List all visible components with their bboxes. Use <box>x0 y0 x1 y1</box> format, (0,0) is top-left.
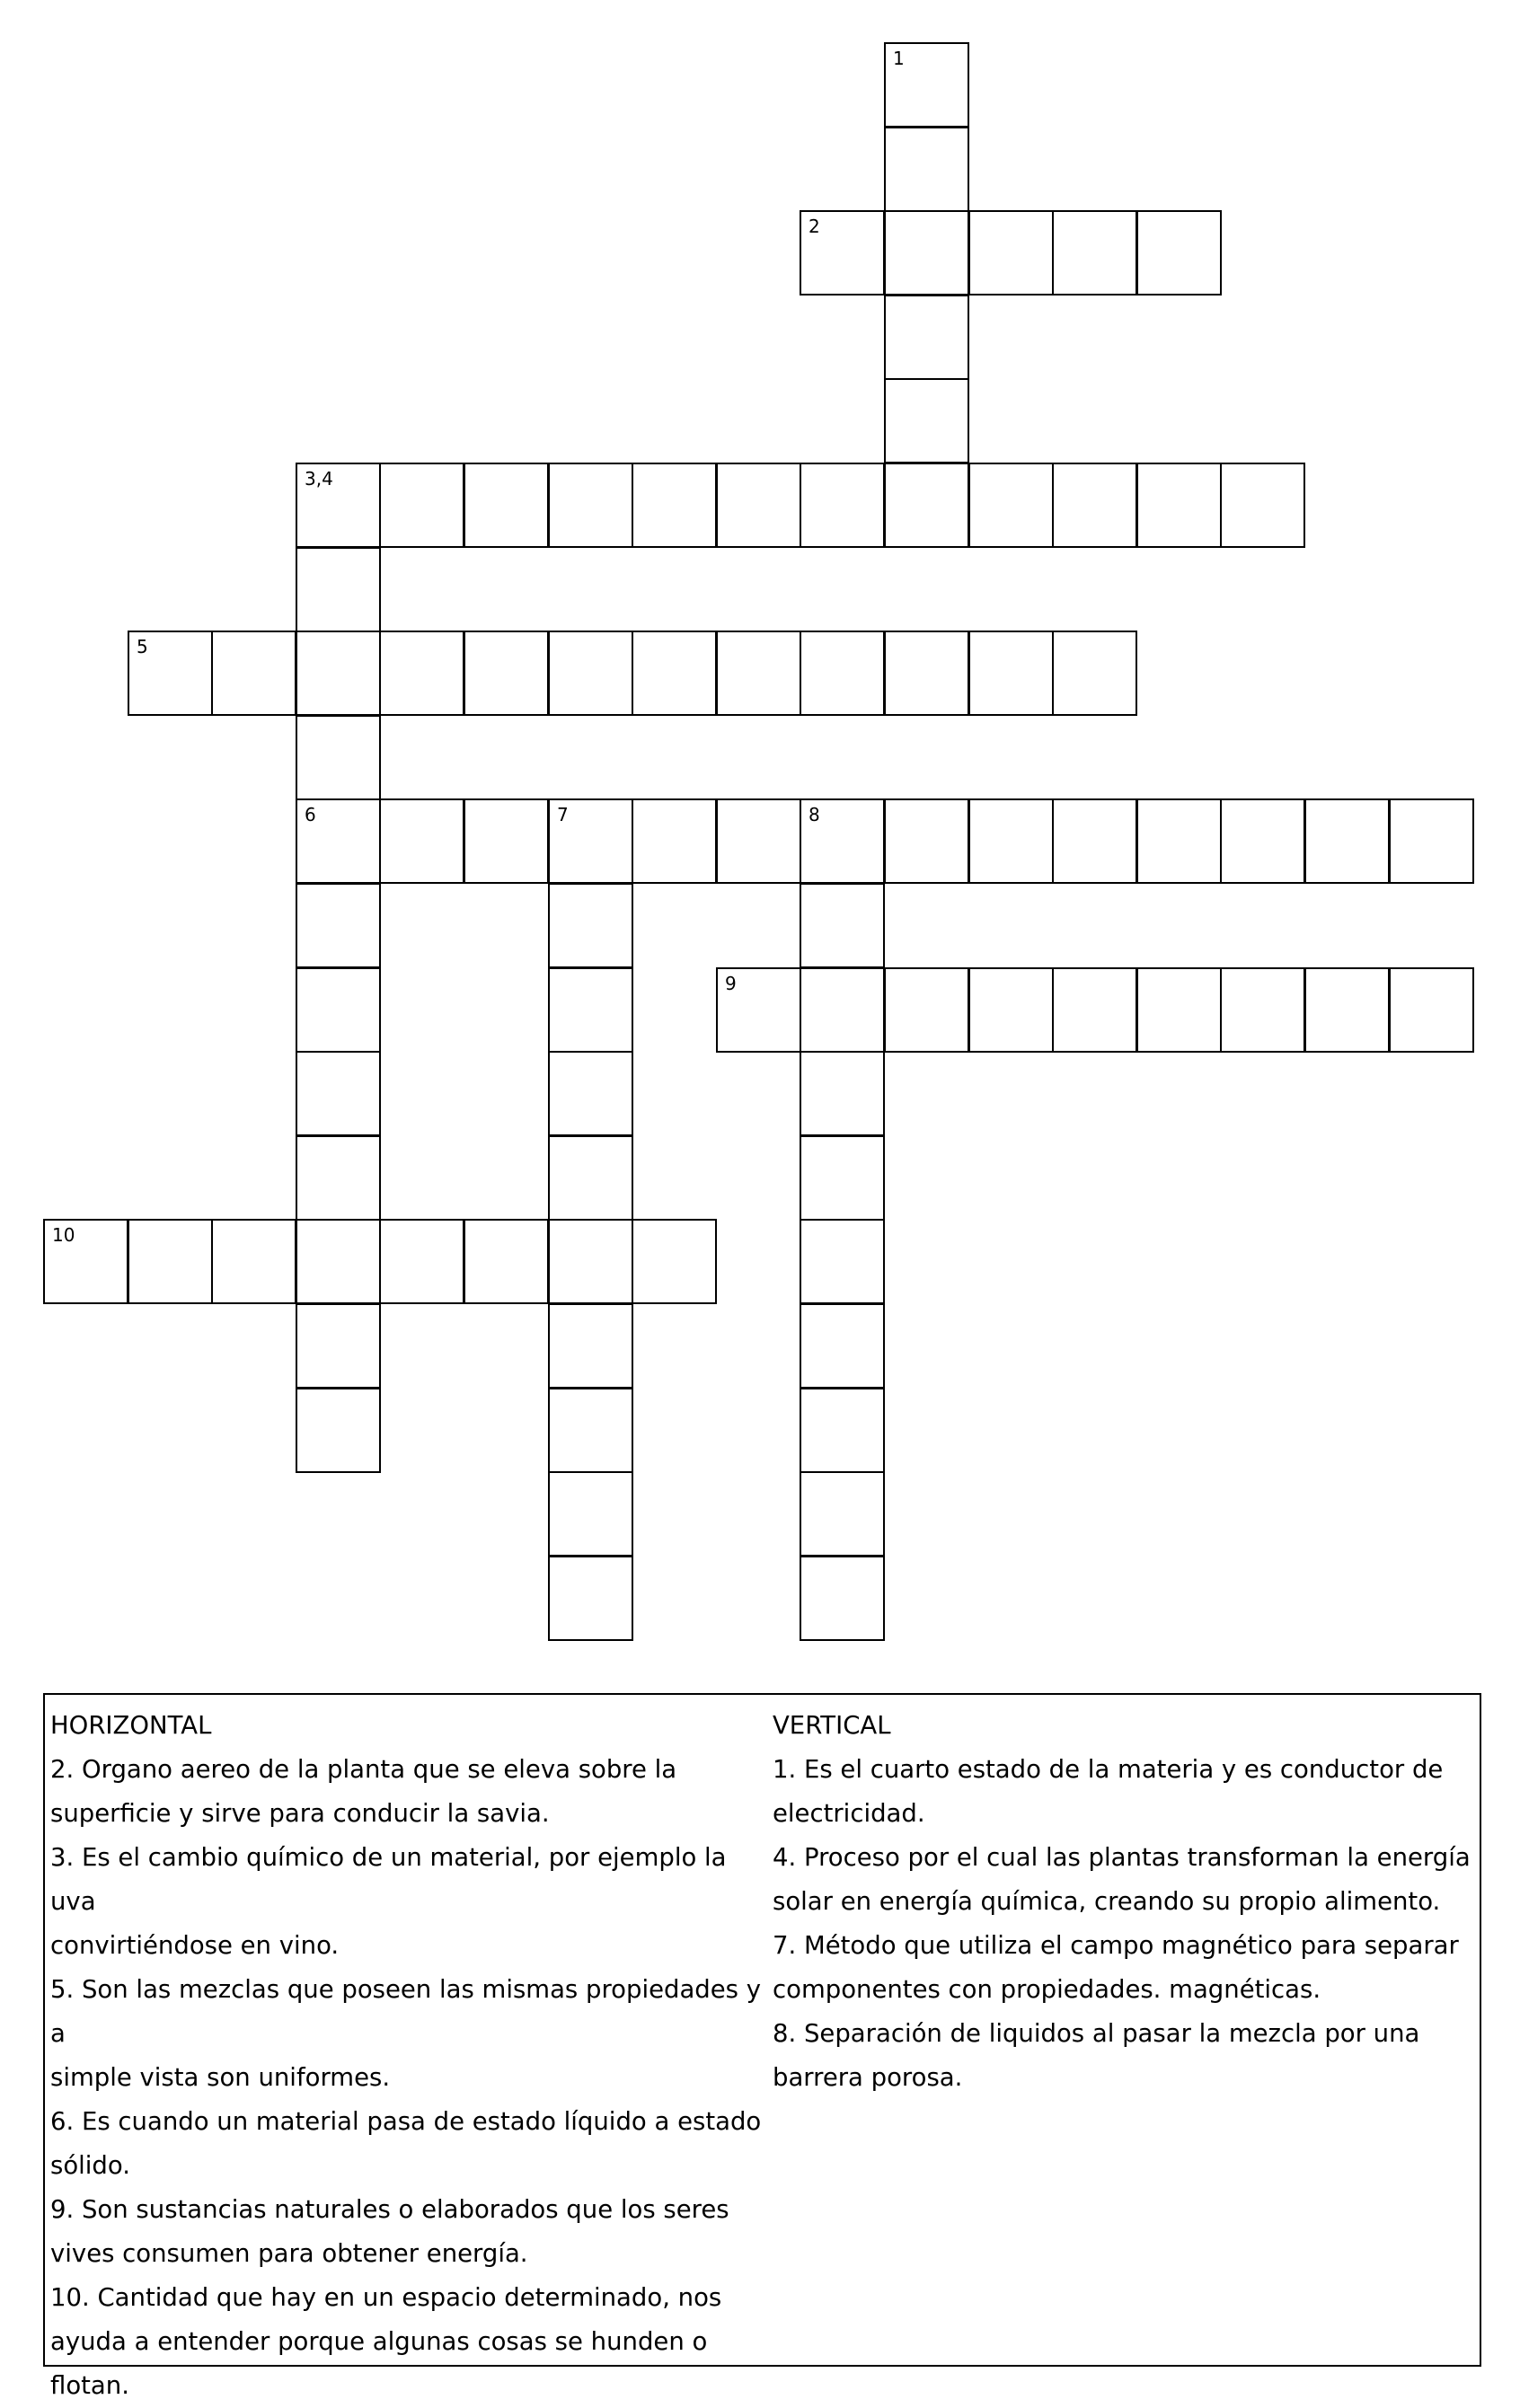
clue-line: 5. Son las mezclas que poseen las mismas propiedades y a <box>50 1975 762 2048</box>
clue-line: electricidad. <box>773 1799 925 1828</box>
crossword-cell[interactable] <box>800 798 885 884</box>
clue-number: 6 <box>305 804 316 825</box>
horizontal-heading: HORIZONTAL <box>50 1711 212 1740</box>
clue-number: 3,4 <box>305 468 333 490</box>
crossword-cell[interactable] <box>1220 967 1305 1053</box>
crossword-cell[interactable] <box>884 127 969 212</box>
crossword-cell[interactable] <box>1220 798 1305 884</box>
crossword-cell[interactable] <box>800 1388 885 1473</box>
clue-line: vives consumen para obtener energía. <box>50 2239 528 2268</box>
crossword-cell[interactable] <box>211 631 296 716</box>
clue-number: 9 <box>725 973 737 994</box>
crossword-cell[interactable] <box>379 631 464 716</box>
crossword-cell[interactable] <box>548 1388 633 1473</box>
crossword-cell[interactable] <box>632 798 717 884</box>
crossword-cell[interactable] <box>296 1303 381 1389</box>
clue-line: componentes con propiedades. magnéticas. <box>773 1975 1321 2004</box>
crossword-cell[interactable] <box>128 1219 213 1304</box>
crossword-cell[interactable] <box>632 1219 717 1304</box>
clue-line: 6. Es cuando un material pasa de estado líquido a estado <box>50 2107 762 2136</box>
crossword-cell[interactable] <box>884 463 969 548</box>
crossword-cell[interactable] <box>548 1556 633 1641</box>
crossword-cell[interactable] <box>800 1051 885 1136</box>
crossword-cell[interactable] <box>548 1303 633 1389</box>
crossword-cell[interactable] <box>296 547 381 632</box>
crossword-cell[interactable] <box>548 883 633 968</box>
crossword-cell[interactable] <box>800 210 885 295</box>
crossword-cell[interactable] <box>1220 463 1305 548</box>
crossword-cell[interactable] <box>716 631 801 716</box>
clue-line: superficie y sirve para conducir la savia. <box>50 1799 550 1828</box>
crossword-cell[interactable] <box>1052 631 1137 716</box>
crossword-cell[interactable] <box>296 967 381 1053</box>
crossword-cell[interactable] <box>464 1219 549 1304</box>
crossword-cell[interactable] <box>464 631 549 716</box>
clue-line: ayuda a entender porque algunas cosas se hunden o <box>50 2327 708 2356</box>
clue-line: solar en energía química, creando su propio alimento. <box>773 1887 1441 1916</box>
crossword-cell[interactable] <box>296 1388 381 1473</box>
crossword-cell[interactable] <box>1136 967 1222 1053</box>
clue-number: 2 <box>809 216 820 237</box>
crossword-cell[interactable] <box>1052 463 1137 548</box>
vertical-clues <box>773 1704 1473 2100</box>
crossword-cell[interactable] <box>1304 967 1390 1053</box>
crossword-cell[interactable] <box>800 1471 885 1557</box>
crossword-cell[interactable] <box>296 463 381 548</box>
crossword-cell[interactable] <box>800 1303 885 1389</box>
clue-line: 2. Organo aereo de la planta que se eleva sobre la <box>50 1755 677 1784</box>
crossword-cell[interactable] <box>800 463 885 548</box>
clue-number: 10 <box>52 1224 75 1246</box>
clue-line: 10. Cantidad que hay en un espacio determinado, nos <box>50 2283 722 2312</box>
crossword-cell[interactable] <box>884 210 969 295</box>
crossword-cell[interactable] <box>968 798 1054 884</box>
crossword-cell[interactable] <box>800 1556 885 1641</box>
crossword-cell[interactable] <box>211 1219 296 1304</box>
crossword-cell[interactable] <box>800 1135 885 1221</box>
crossword-cell[interactable] <box>296 798 381 884</box>
crossword-cell[interactable] <box>464 798 549 884</box>
clue-line: sólido. <box>50 2151 130 2180</box>
clues-box <box>43 1693 1481 2400</box>
crossword-cell[interactable] <box>884 631 969 716</box>
crossword-cell[interactable] <box>548 798 633 884</box>
clue-line: 4. Proceso por el cual las plantas transforman la energía <box>773 1843 1471 1872</box>
crossword-cell[interactable] <box>548 631 633 716</box>
crossword-cell[interactable] <box>968 210 1054 295</box>
clue-number: 8 <box>809 804 820 825</box>
clue-number: 7 <box>557 804 569 825</box>
crossword-cell[interactable] <box>548 1051 633 1136</box>
crossword-cell[interactable] <box>43 1219 128 1304</box>
crossword-cell[interactable] <box>296 1135 381 1221</box>
crossword-cell[interactable] <box>632 631 717 716</box>
crossword-cell[interactable] <box>1136 798 1222 884</box>
crossword-cell[interactable] <box>548 1471 633 1557</box>
crossword-cell[interactable] <box>1052 967 1137 1053</box>
crossword-cell[interactable] <box>548 1219 633 1304</box>
crossword-cell[interactable] <box>968 463 1054 548</box>
crossword-cell[interactable] <box>464 463 549 548</box>
clue-line: 3. Es el cambio químico de un material, por ejemplo la uva <box>50 1843 727 1916</box>
crossword-cell[interactable] <box>968 631 1054 716</box>
crossword-cell[interactable] <box>1052 210 1137 295</box>
crossword-cell[interactable] <box>296 1051 381 1136</box>
crossword-cell[interactable] <box>296 1219 381 1304</box>
crossword-cell[interactable] <box>1136 210 1222 295</box>
clue-line: 8. Separación de liquidos al pasar la mezcla por una <box>773 2019 1420 2048</box>
crossword-cell[interactable] <box>884 967 969 1053</box>
clue-line: 9. Son sustancias naturales o elaborados que los seres <box>50 2195 729 2224</box>
crossword-cell[interactable] <box>1052 798 1137 884</box>
clue-number: 5 <box>137 636 148 657</box>
crossword-cell[interactable] <box>884 378 969 463</box>
crossword-cell[interactable] <box>1389 798 1474 884</box>
crossword-cell[interactable] <box>379 1219 464 1304</box>
horizontal-clues <box>50 1704 769 2408</box>
crossword-cell[interactable] <box>548 1135 633 1221</box>
crossword-cell[interactable] <box>968 967 1054 1053</box>
clue-line: convirtiéndose en vino. <box>50 1931 340 1960</box>
crossword-cell[interactable] <box>296 715 381 800</box>
crossword-cell[interactable] <box>632 463 717 548</box>
crossword-cell[interactable] <box>1304 798 1390 884</box>
clue-number: 1 <box>893 48 905 69</box>
crossword-cell[interactable] <box>379 463 464 548</box>
crossword-cell[interactable] <box>296 631 381 716</box>
crossword-cell[interactable] <box>884 42 969 128</box>
crossword-cell[interactable] <box>800 1219 885 1304</box>
crossword-cell[interactable] <box>884 295 969 380</box>
crossword-cell[interactable] <box>800 631 885 716</box>
crossword-cell[interactable] <box>716 967 801 1053</box>
crossword-cell[interactable] <box>296 883 381 968</box>
clue-line: barrera porosa. <box>773 2063 963 2092</box>
clue-line: 7. Método que utiliza el campo magnético para separar <box>773 1931 1459 1960</box>
clue-line: 1. Es el cuarto estado de la materia y es conductor de <box>773 1755 1444 1784</box>
crossword-cell[interactable] <box>716 798 801 884</box>
crossword-cell[interactable] <box>379 798 464 884</box>
crossword-cell[interactable] <box>800 883 885 968</box>
clue-line: flotan. <box>50 2371 129 2400</box>
crossword-cell[interactable] <box>1136 463 1222 548</box>
crossword-cell[interactable] <box>128 631 213 716</box>
clue-line: simple vista son uniformes. <box>50 2063 391 2092</box>
crossword-cell[interactable] <box>1389 967 1474 1053</box>
crossword-cell[interactable] <box>884 798 969 884</box>
crossword-cell[interactable] <box>800 967 885 1053</box>
crossword-cell[interactable] <box>548 463 633 548</box>
crossword-cell[interactable] <box>716 463 801 548</box>
crossword-cell[interactable] <box>548 967 633 1053</box>
vertical-heading: VERTICAL <box>773 1711 891 1740</box>
